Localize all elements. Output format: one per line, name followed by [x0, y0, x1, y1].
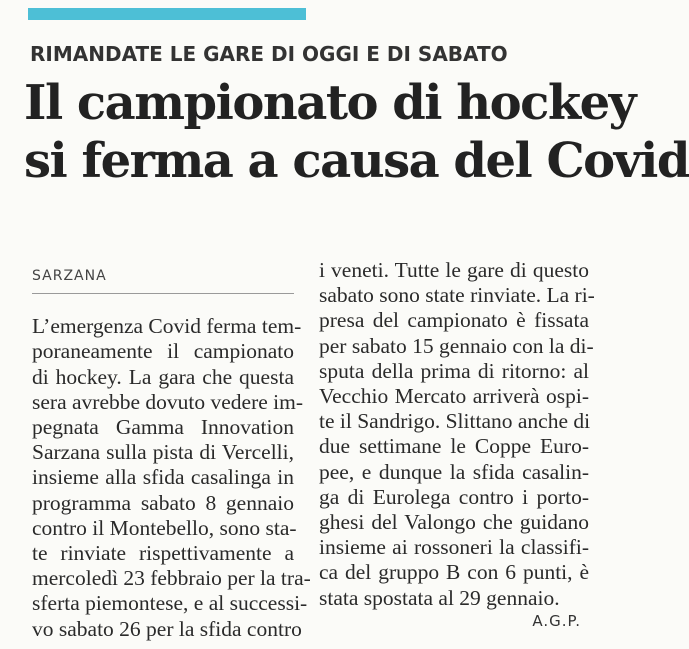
- text-line: pee, e dunque la sfida casalin-: [319, 459, 589, 484]
- text-line: presa del campionato è fissata: [319, 308, 589, 333]
- text-line: te rinviate rispettivamente a: [32, 541, 294, 566]
- text-line: per sabato 15 gennaio con la di-: [319, 333, 594, 358]
- text-line: vo sabato 26 per la sfida contro: [32, 616, 302, 641]
- headline-line: Il campionato di hockey: [24, 75, 636, 131]
- text-line: insieme alla sfida casalinga in: [32, 465, 294, 490]
- kicker: RIMANDATE LE GARE DI OGGI E DI SABATO: [30, 42, 508, 66]
- text-line: poraneamente il campionato: [32, 339, 294, 364]
- right-text: [319, 258, 595, 611]
- text-line: Vecchio Mercato arriverà ospi-: [319, 384, 589, 409]
- body-column-right: [319, 258, 595, 611]
- text-line: sputa della prima di ritorno: al: [319, 358, 589, 383]
- text-line: pegnata Gamma Innovation: [32, 415, 294, 440]
- text-line: sabato sono state rinviate. La ri-: [319, 283, 595, 308]
- text-line: ghesi del Valongo che guidano: [319, 510, 589, 535]
- body-column-left: [32, 258, 311, 642]
- headline: [24, 74, 689, 190]
- text-line: ga di Eurolega contro i porto-: [319, 484, 589, 509]
- text-line: ca del gruppo B con 6 punti, è: [319, 560, 589, 585]
- text-line: di hockey. La gara che questa: [32, 364, 294, 389]
- text-line: sferta piemontese, e al successi-: [32, 591, 308, 616]
- headline-line: si ferma a causa del Covid: [24, 133, 689, 189]
- text-line: i veneti. Tutte le gare di questo: [319, 258, 589, 282]
- accent-bar: [28, 8, 306, 20]
- author-signature: A.G.P.: [532, 612, 581, 630]
- text-line: stata spostata al 29 gennaio.: [319, 585, 560, 610]
- text-line: L’emergenza Covid ferma tem-: [32, 314, 302, 339]
- text-line: due settimane le Coppe Euro-: [319, 434, 589, 459]
- left-text: [32, 314, 311, 642]
- text-line: Sarzana sulla pista di Vercelli,: [32, 440, 294, 465]
- text-line: sera avrebbe dovuto vedere im-: [32, 389, 304, 414]
- text-line: mercoledì 23 febbraio per la tra-: [32, 566, 311, 591]
- text-line: insieme ai rossoneri la classifi-: [319, 535, 589, 560]
- dateline: SARZANA: [32, 264, 294, 294]
- text-line: programma sabato 8 gennaio: [32, 490, 294, 515]
- text-line: contro il Montebello, sono sta-: [32, 515, 297, 540]
- text-line: te il Sandrigo. Slittano anche di: [319, 409, 591, 434]
